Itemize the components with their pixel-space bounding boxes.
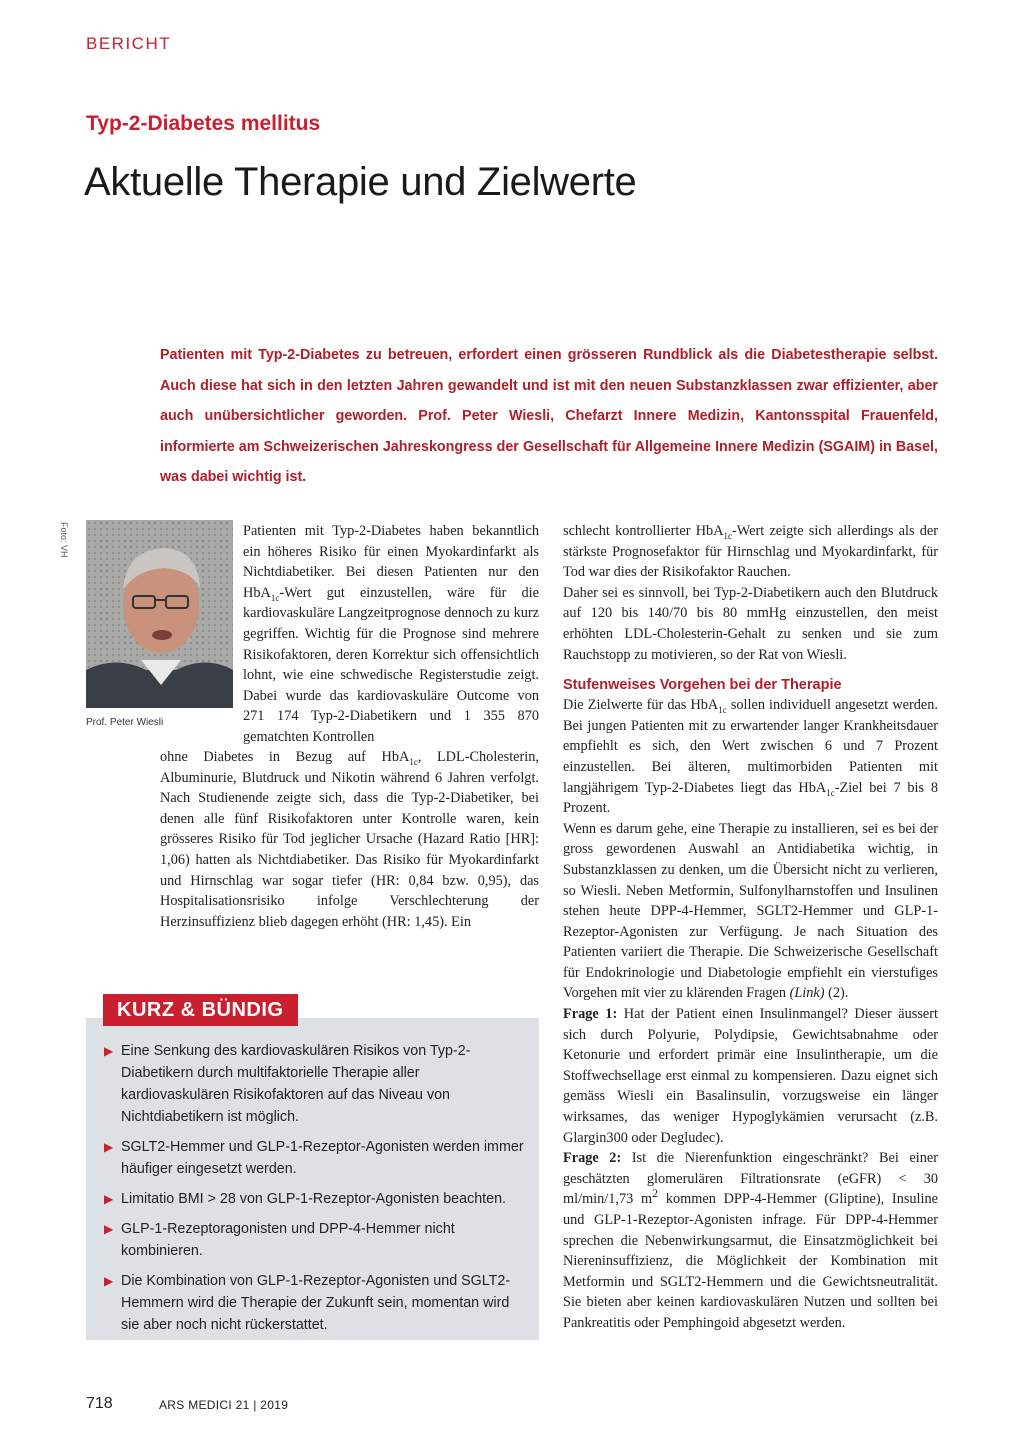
text-run: (2). bbox=[824, 985, 849, 1002]
text-run: Wenn es darum gehe, eine Therapie zu installieren, sei es bei der gross gewordenen Auswahl an Antidiabetika wichtig, in Substanzklassen zu denken, um die Übersicht nicht zu verlieren, so Wiesli. Neben Metformin, Sulfonylharnstoffen und Insulinen stehen heute DPP-4-Hemmer, SGLT2-Hemmer und GLP-1-Rezeptor-Agonisten zur Verfügung. Je nach Situation des Patienten variiert die Therapie. Die Schweizerische Gesellschaft für Endokrinologie und Diabetologie empfiehlt ein vierstufiges Vorgehen mit vier zu klärenden Fragen bbox=[563, 820, 938, 1002]
text-run: sollen individuell angesetzt werden. Bei jungen Patienten mit zu erwartender langer Krankheitsdauer empfiehlt es sich, den Wert zwischen 6 und 7 Prozent einzustellen. Bei älteren, multimorbiden Patienten mit langjährigem Typ-2-Diabetes liegt das HbA bbox=[563, 697, 938, 796]
list-item bbox=[104, 1136, 524, 1180]
list-item-text: Eine Senkung des kardiovaskulären Risikos von Typ-2-Diabetikern durch multifaktorielle Therapie aller kardiovaskulären Risikofaktoren auf das Niveau von Nichtdiabetikern ist möglich. bbox=[121, 1043, 471, 1125]
subscript: 1c bbox=[270, 592, 280, 603]
photo-credit: Foto: VH bbox=[59, 522, 69, 558]
summary-list bbox=[104, 1040, 524, 1344]
paragraph bbox=[563, 1148, 938, 1333]
triangle-bullet-icon: ▶ bbox=[104, 1044, 114, 1058]
text-run: Patienten mit Typ-2-Diabetes haben bekanntlich ein höheres Risiko für einen Myokardinfarkt als Nichtdiabetiker. Bei diesen Patienten nur den HbA bbox=[243, 523, 539, 601]
text-run: ohne Diabetes in Bezug auf HbA bbox=[160, 749, 410, 765]
page-number: 718 bbox=[86, 1395, 113, 1412]
list-item-text: Limitatio BMI > 28 von GLP-1-Rezeptor-Agonisten beachten. bbox=[121, 1191, 507, 1207]
text-run: Ist die Nierenfunktion eingeschränkt? Bei einer geschätzten glomerulären Filtrationsrate (eGFR) < 30 ml/min/1,73 m bbox=[563, 1150, 938, 1208]
triangle-bullet-icon: ▶ bbox=[104, 1222, 114, 1236]
text-run: kommen DPP-4-Hemmer (Gliptine), Insuline und GLP-1-Rezeptor-Agonisten infrage. Für DPP-4-Hemmer sprechen die Nebenwirkungsarmut, die Einsatzmöglichkeit bei Niereninsuffizienz, die Möglichkeit der Kombination mit Metformin und SGLT2-Hemmern und die Gewichtsneutralität. Sie bieten aber keinen kardiovaskulären Nutzen und sollten bei Pankreatitis oder Pemphingoid abgesetzt werden. bbox=[563, 1191, 938, 1331]
column-1-bottom bbox=[160, 747, 539, 932]
triangle-bullet-icon: ▶ bbox=[104, 1192, 114, 1206]
text-run: -Wert gut einzustellen, wäre für die kardiovaskuläre Langzeitprognose dennoch zu kurz gegriffen. Wichtig für die Prognose sind mehrere Risikofaktoren, deren Korrektur sich offensichtlich lohnt, wie eine schwedische Registerstudie zeigt. Dabei wurde das kardiovaskuläre Outcome von 271 174 Typ-2-Diabetikern und 1 355 870 gematchten Kontrollen bbox=[243, 584, 539, 745]
text-run: , LDL-Cholesterin, Albuminurie, Blutdruck und Nikotin während 6 Jahren verfolgt. Nach Studienende zeigte sich, dass die Typ-2-Diabetiker, bei denen alle fünf Risikofaktoren unter Kontrolle waren, kein grösseres Risiko für Tod jeglicher Ursache (Hazard Ratio [HR]: 1,06) hatten als Nichtdiabetiker. Das Risiko für Myokardinfarkt und Hirnschlag war sogar tiefer (HR: 0,84 bzw. 0,95), das Hospitalisationsrisiko infolge Verschlechterung der Herzinsuffizienz blieb dagegen erhöht (HR: 1,45). Ein bbox=[160, 749, 539, 930]
photo-caption: Prof. Peter Wiesli bbox=[86, 717, 164, 728]
subscript: 1c bbox=[718, 705, 727, 716]
triangle-bullet-icon: ▶ bbox=[104, 1140, 114, 1154]
section-label: BERICHT bbox=[86, 34, 172, 53]
paragraph bbox=[563, 1004, 938, 1148]
summary-box-header: KURZ & BÜNDIG bbox=[103, 994, 298, 1026]
paragraph bbox=[563, 695, 938, 819]
article-title: Aktuelle Therapie und Zielwerte bbox=[84, 160, 637, 204]
author-photo bbox=[86, 520, 233, 708]
paragraph bbox=[563, 819, 938, 1004]
list-item-text: GLP-1-Rezeptoragonisten und DPP-4-Hemmer nicht kombinieren. bbox=[121, 1221, 455, 1259]
column-2 bbox=[563, 521, 938, 1334]
superscript: 2 bbox=[652, 1186, 659, 1201]
text-run: -Wert zeigte sich allerdings als der stärkste Prognosefaktor für Hirnschlag und Myokardinfarkt, für Tod war dies der Risikofaktor Rauchen. bbox=[563, 523, 939, 581]
text-run: schlecht kontrollierter HbA bbox=[563, 523, 724, 539]
journal-info: ARS MEDICI 21 | 2019 bbox=[159, 1398, 289, 1412]
paragraph: Daher sei es sinnvoll, bei Typ-2-Diabetikern auch den Blutdruck auf 120 bis 140/70 bis 80 mmHg einzustellen, den meist erhöhten LDL-Cholesterin-Gehalt zu senken und sie zum Rauchstopp zu motivieren, so der Rat von Wiesli. bbox=[563, 584, 938, 663]
paragraph bbox=[563, 521, 938, 583]
subscript: 1c bbox=[409, 756, 418, 767]
list-item bbox=[104, 1040, 524, 1128]
text-run: Die Zielwerte für das HbA bbox=[563, 697, 719, 714]
article-subtitle: Typ-2-Diabetes mellitus bbox=[86, 112, 321, 135]
question-label: Frage 2: bbox=[563, 1150, 622, 1167]
list-item bbox=[104, 1270, 524, 1336]
list-item-text: SGLT2-Hemmer und GLP-1-Rezeptor-Agonisten werden immer häufiger eingesetzt werden. bbox=[121, 1139, 524, 1177]
column-1-top bbox=[243, 521, 539, 748]
list-item bbox=[104, 1188, 524, 1210]
list-item bbox=[104, 1218, 524, 1262]
subscript: 1c bbox=[826, 787, 835, 798]
list-item-text: Die Kombination von GLP-1-Rezeptor-Agonisten und SGLT2-Hemmern wird die Therapie der Zukunft sein, momentan wird sie aber noch nicht rückerstattet. bbox=[121, 1273, 511, 1333]
link-reference[interactable]: (Link) bbox=[789, 985, 825, 1002]
text-run: Hat der Patient einen Insulinmangel? Dieser äussert sich durch Polyurie, Polydipsie, Gewichtsabnahme oder Ketonurie und erfordert primär eine Insulintherapie, um die Stoffwechsellage erst einmal zu kompensieren. Dazu eignet sich gemäss Wiesli ein Basalinsulin, vorzugsweise ein länger wirksames, das weniger Hypoglykämien verursacht (z.B. Glargin300 oder Degludec). bbox=[563, 1006, 938, 1146]
lead-paragraph: Patienten mit Typ-2-Diabetes zu betreuen, erfordert einen grösseren Rundblick als die Diabetestherapie selbst. Auch diese hat sich in den letzten Jahren gewandelt und ist mit den neuen Substanzklassen zwar effizienter, aber auch unübersichtlicher geworden. Prof. Peter Wiesli, Chefarzt Innere Medizin, Kantonsspital Frauenfeld, informierte am Schweizerischen Jahreskongress der Gesellschaft für Allgemeine Innere Medizin (SGAIM) in Basel, was dabei wichtig ist. bbox=[160, 347, 938, 485]
portrait-image bbox=[86, 520, 233, 708]
paragraph bbox=[160, 747, 539, 932]
question-label: Frage 1: bbox=[563, 1006, 618, 1023]
subscript: 1c bbox=[723, 530, 733, 541]
paragraph bbox=[243, 521, 539, 748]
text-run: -Ziel bei 7 bis 8 Prozent. bbox=[563, 779, 938, 817]
section-heading: Stufenweises Vorgehen bei der Therapie bbox=[563, 677, 842, 694]
triangle-bullet-icon: ▶ bbox=[104, 1274, 114, 1288]
